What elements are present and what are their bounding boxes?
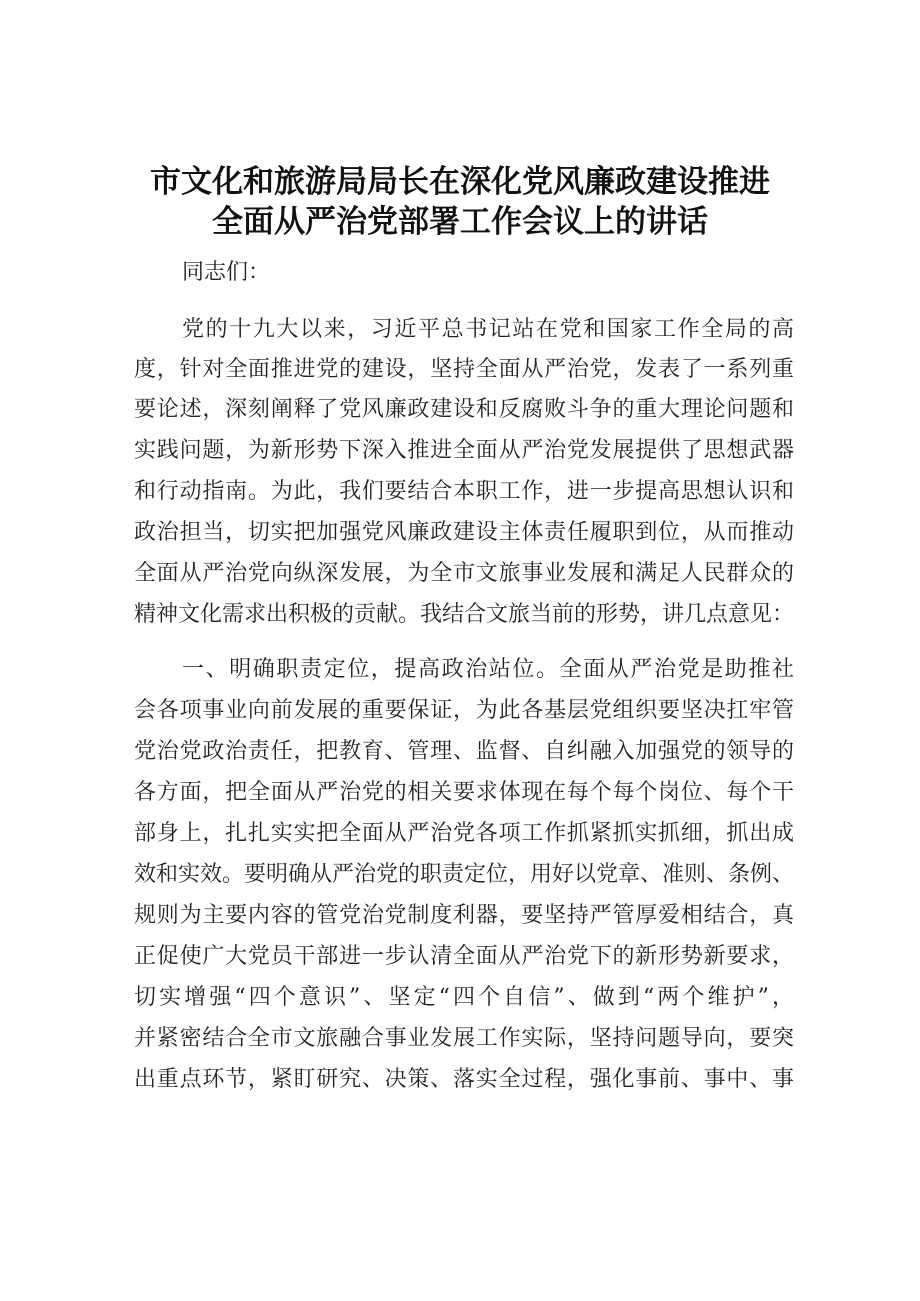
paragraph-2-line: 一、明确职责定位，提高政治站位。全面从严治党是助推社 — [182, 657, 794, 682]
paragraph-2-line: 效和实效。要明确从严治党的职责定位，用好以党章、准则、条例、 — [134, 862, 795, 887]
paragraph-2-line: 规则为主要内容的管党治党制度利器，要坚持严管厚爱相结合，真 — [134, 903, 794, 928]
paragraph-1-line: 政治担当，切实把加强党风廉政建设主体责任履职到位，从而推动 — [134, 520, 794, 545]
paragraph-2-line: 切实增强“四个意识”、坚定“四个自信”、做到“两个维护”， — [134, 985, 794, 1010]
paragraph-1-line: 党的十九大以来，习近平总书记站在党和国家工作全局的高 — [182, 317, 794, 342]
paragraph-1-line: 实践问题，为新形势下深入推进全面从严治党发展提供了思想武器 — [134, 438, 794, 463]
document-title-line-2: 全面从严治党部署工作会议上的讲话 — [212, 204, 708, 240]
paragraph-2-line: 会各项事业向前发展的重要保证，为此各基层党组织要坚决扛牢管 — [134, 698, 794, 723]
paragraph-2-line: 各方面，把全面从严治党的相关要求体现在每个每个岗位、每个干 — [134, 780, 794, 805]
paragraph-1-line: 和行动指南。为此，我们要结合本职工作，进一步提高思想认识和 — [134, 479, 794, 504]
paragraph-2-line: 党治党政治责任，把教育、管理、监督、自纠融入加强党的领导的 — [134, 739, 794, 764]
document-title-line-1: 市文化和旅游局局长在深化党风廉政建设推进 — [150, 164, 770, 200]
paragraph-1-line: 精神文化需求出积极的贡献。我结合文旅当前的形势，讲几点意见： — [134, 602, 795, 627]
salutation: 同志们： — [182, 260, 271, 285]
paragraph-1-line: 度，针对全面推进党的建设，坚持全面从严治党，发表了一系列重 — [134, 357, 794, 382]
paragraph-1-line: 全面从严治党向纵深发展，为全市文旅事业发展和满足人民群众的 — [134, 561, 794, 586]
paragraph-1-line: 要论述，深刻阐释了党风廉政建设和反腐败斗争的重大理论问题和 — [134, 397, 794, 422]
paragraph-2-line: 正促使广大党员干部进一步认清全面从严治党下的新形势新要求， — [134, 944, 794, 969]
paragraph-2-line: 部身上，扎扎实实把全面从严治党各项工作抓紧抓实抓细，抓出成 — [134, 821, 794, 846]
paragraph-2-line: 出重点环节，紧盯研究、决策、落实全过程，强化事前、事中、事 — [134, 1067, 794, 1092]
paragraph-2-line: 并紧密结合全市文旅融合事业发展工作实际，坚持问题导向，要突 — [134, 1026, 794, 1051]
